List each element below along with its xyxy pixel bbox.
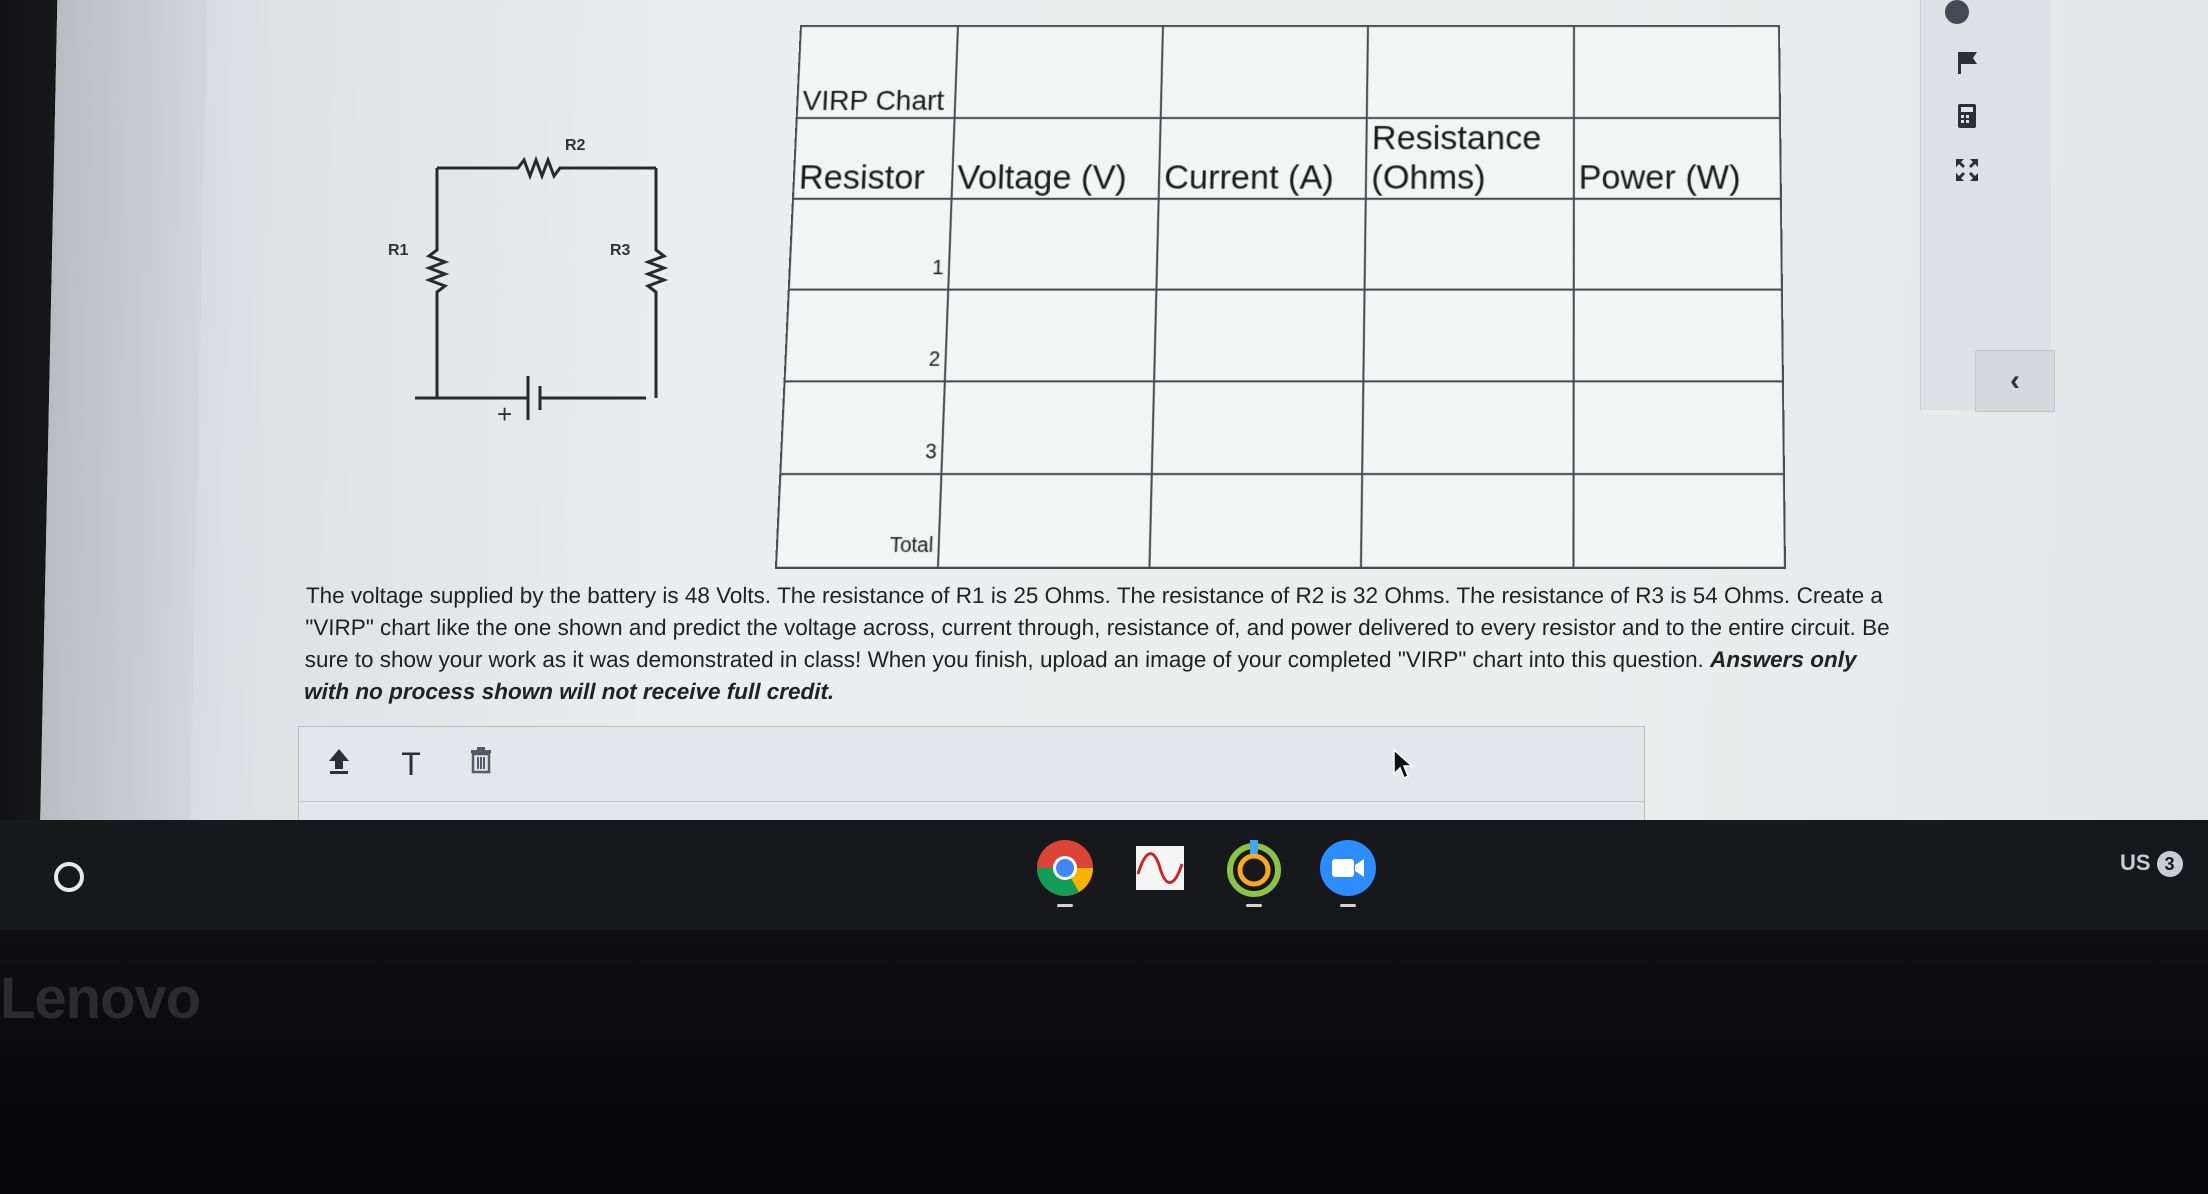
table-row: [785, 289, 1783, 381]
answer-toolbar: [299, 727, 1644, 802]
ime-indicator: US: [2120, 850, 2151, 875]
r2-label: R2: [565, 137, 586, 154]
collapse-rail-button[interactable]: ‹: [1975, 350, 2055, 412]
page-left-gutter: [40, 0, 207, 830]
question-emphasis: Answers only with no process shown will not receive full credit.: [303, 647, 1857, 704]
expand-icon[interactable]: [1949, 156, 1985, 192]
column-header-power: Power (W): [1574, 118, 1781, 199]
header-blank-cell: [1574, 26, 1780, 118]
resistance-cell: [1365, 199, 1574, 290]
circuit-diagram: [370, 120, 670, 440]
row-label-2: 2: [785, 289, 948, 381]
laptop-body: [0, 930, 2208, 1194]
column-header-voltage: Voltage (V): [951, 118, 1160, 199]
brand-logo: Lenovo: [0, 966, 201, 1031]
header-blank-cell: [954, 26, 1163, 118]
text-icon[interactable]: T: [401, 746, 421, 782]
answer-box[interactable]: [298, 726, 1645, 835]
row-label-total: Total: [776, 474, 941, 568]
notification-badge: 3: [2157, 851, 2183, 877]
header-blank-cell: [1161, 26, 1369, 118]
timer-app-icon[interactable]: [1224, 838, 1284, 898]
resistance-header-top: Resistance: [1371, 118, 1542, 158]
current-cell: [1152, 381, 1364, 474]
voltage-cell: [945, 289, 1157, 381]
shelf: [0, 820, 2208, 930]
header-blank-cell: [1367, 26, 1574, 118]
timer-running-indicator: [1246, 904, 1262, 907]
resistance-cell: [1364, 289, 1574, 381]
calculator-icon[interactable]: [1949, 102, 1985, 138]
virp-chart-table: [775, 25, 1786, 569]
resistance-header-bottom: (Ohms): [1371, 158, 1486, 197]
upload-icon[interactable]: [319, 744, 359, 784]
tool-rail: [1920, 0, 2051, 410]
battery-plus-label: +: [497, 399, 513, 429]
chrome-running-indicator: [1057, 904, 1073, 907]
circle-icon[interactable]: [1939, 0, 1975, 36]
power-cell: [1573, 381, 1784, 474]
r3-label: R3: [610, 242, 631, 259]
column-header-resistance: [1366, 118, 1573, 199]
zoom-running-indicator: [1340, 904, 1356, 907]
column-header-resistor: Resistor: [793, 118, 954, 199]
row-label-1: 1: [789, 199, 951, 290]
question-prompt: [304, 580, 1906, 708]
system-tray[interactable]: [2120, 850, 2183, 877]
voltage-cell: [941, 381, 1154, 474]
r1-label: R1: [388, 242, 409, 259]
column-header-current: Current (A): [1159, 118, 1367, 199]
table-row: [780, 381, 1784, 474]
mouse-cursor-icon: [1392, 748, 1416, 787]
resistance-cell: [1363, 381, 1574, 474]
table-row: [789, 199, 1782, 290]
power-cell: [1573, 474, 1785, 568]
current-cell: [1154, 289, 1365, 381]
voltage-cell: [938, 474, 1152, 568]
zoom-icon[interactable]: [1318, 838, 1378, 898]
power-cell: [1573, 289, 1783, 381]
row-label-3: 3: [780, 381, 944, 474]
launcher-icon[interactable]: [54, 862, 84, 892]
voltage-cell: [948, 199, 1159, 290]
table-row: [776, 474, 1785, 568]
resistance-cell: [1361, 474, 1573, 568]
question-text: The voltage supplied by the battery is 48 Volts. The resistance of R1 is 25 Ohms. The resistance of R2 is 32 Ohms. The resistance of R3 is 54 Ohms. Create a "VIRP" chart like the one shown and predict the voltage across, current through, resistance of, and power delivered to every resistor and to the entire circuit. Be sure to show your work as it was demonstrated in class! When you finish, upload an image of your completed "VIRP" chart into this question.: [304, 583, 1890, 672]
graph-app-icon[interactable]: [1130, 838, 1190, 898]
power-cell: [1573, 199, 1781, 290]
chrome-icon[interactable]: [1035, 838, 1095, 898]
current-cell: [1156, 199, 1366, 290]
current-cell: [1149, 474, 1362, 568]
flag-icon[interactable]: [1949, 48, 1985, 84]
virp-chart-title: VIRP Chart: [797, 26, 958, 118]
trash-icon[interactable]: [461, 744, 501, 784]
